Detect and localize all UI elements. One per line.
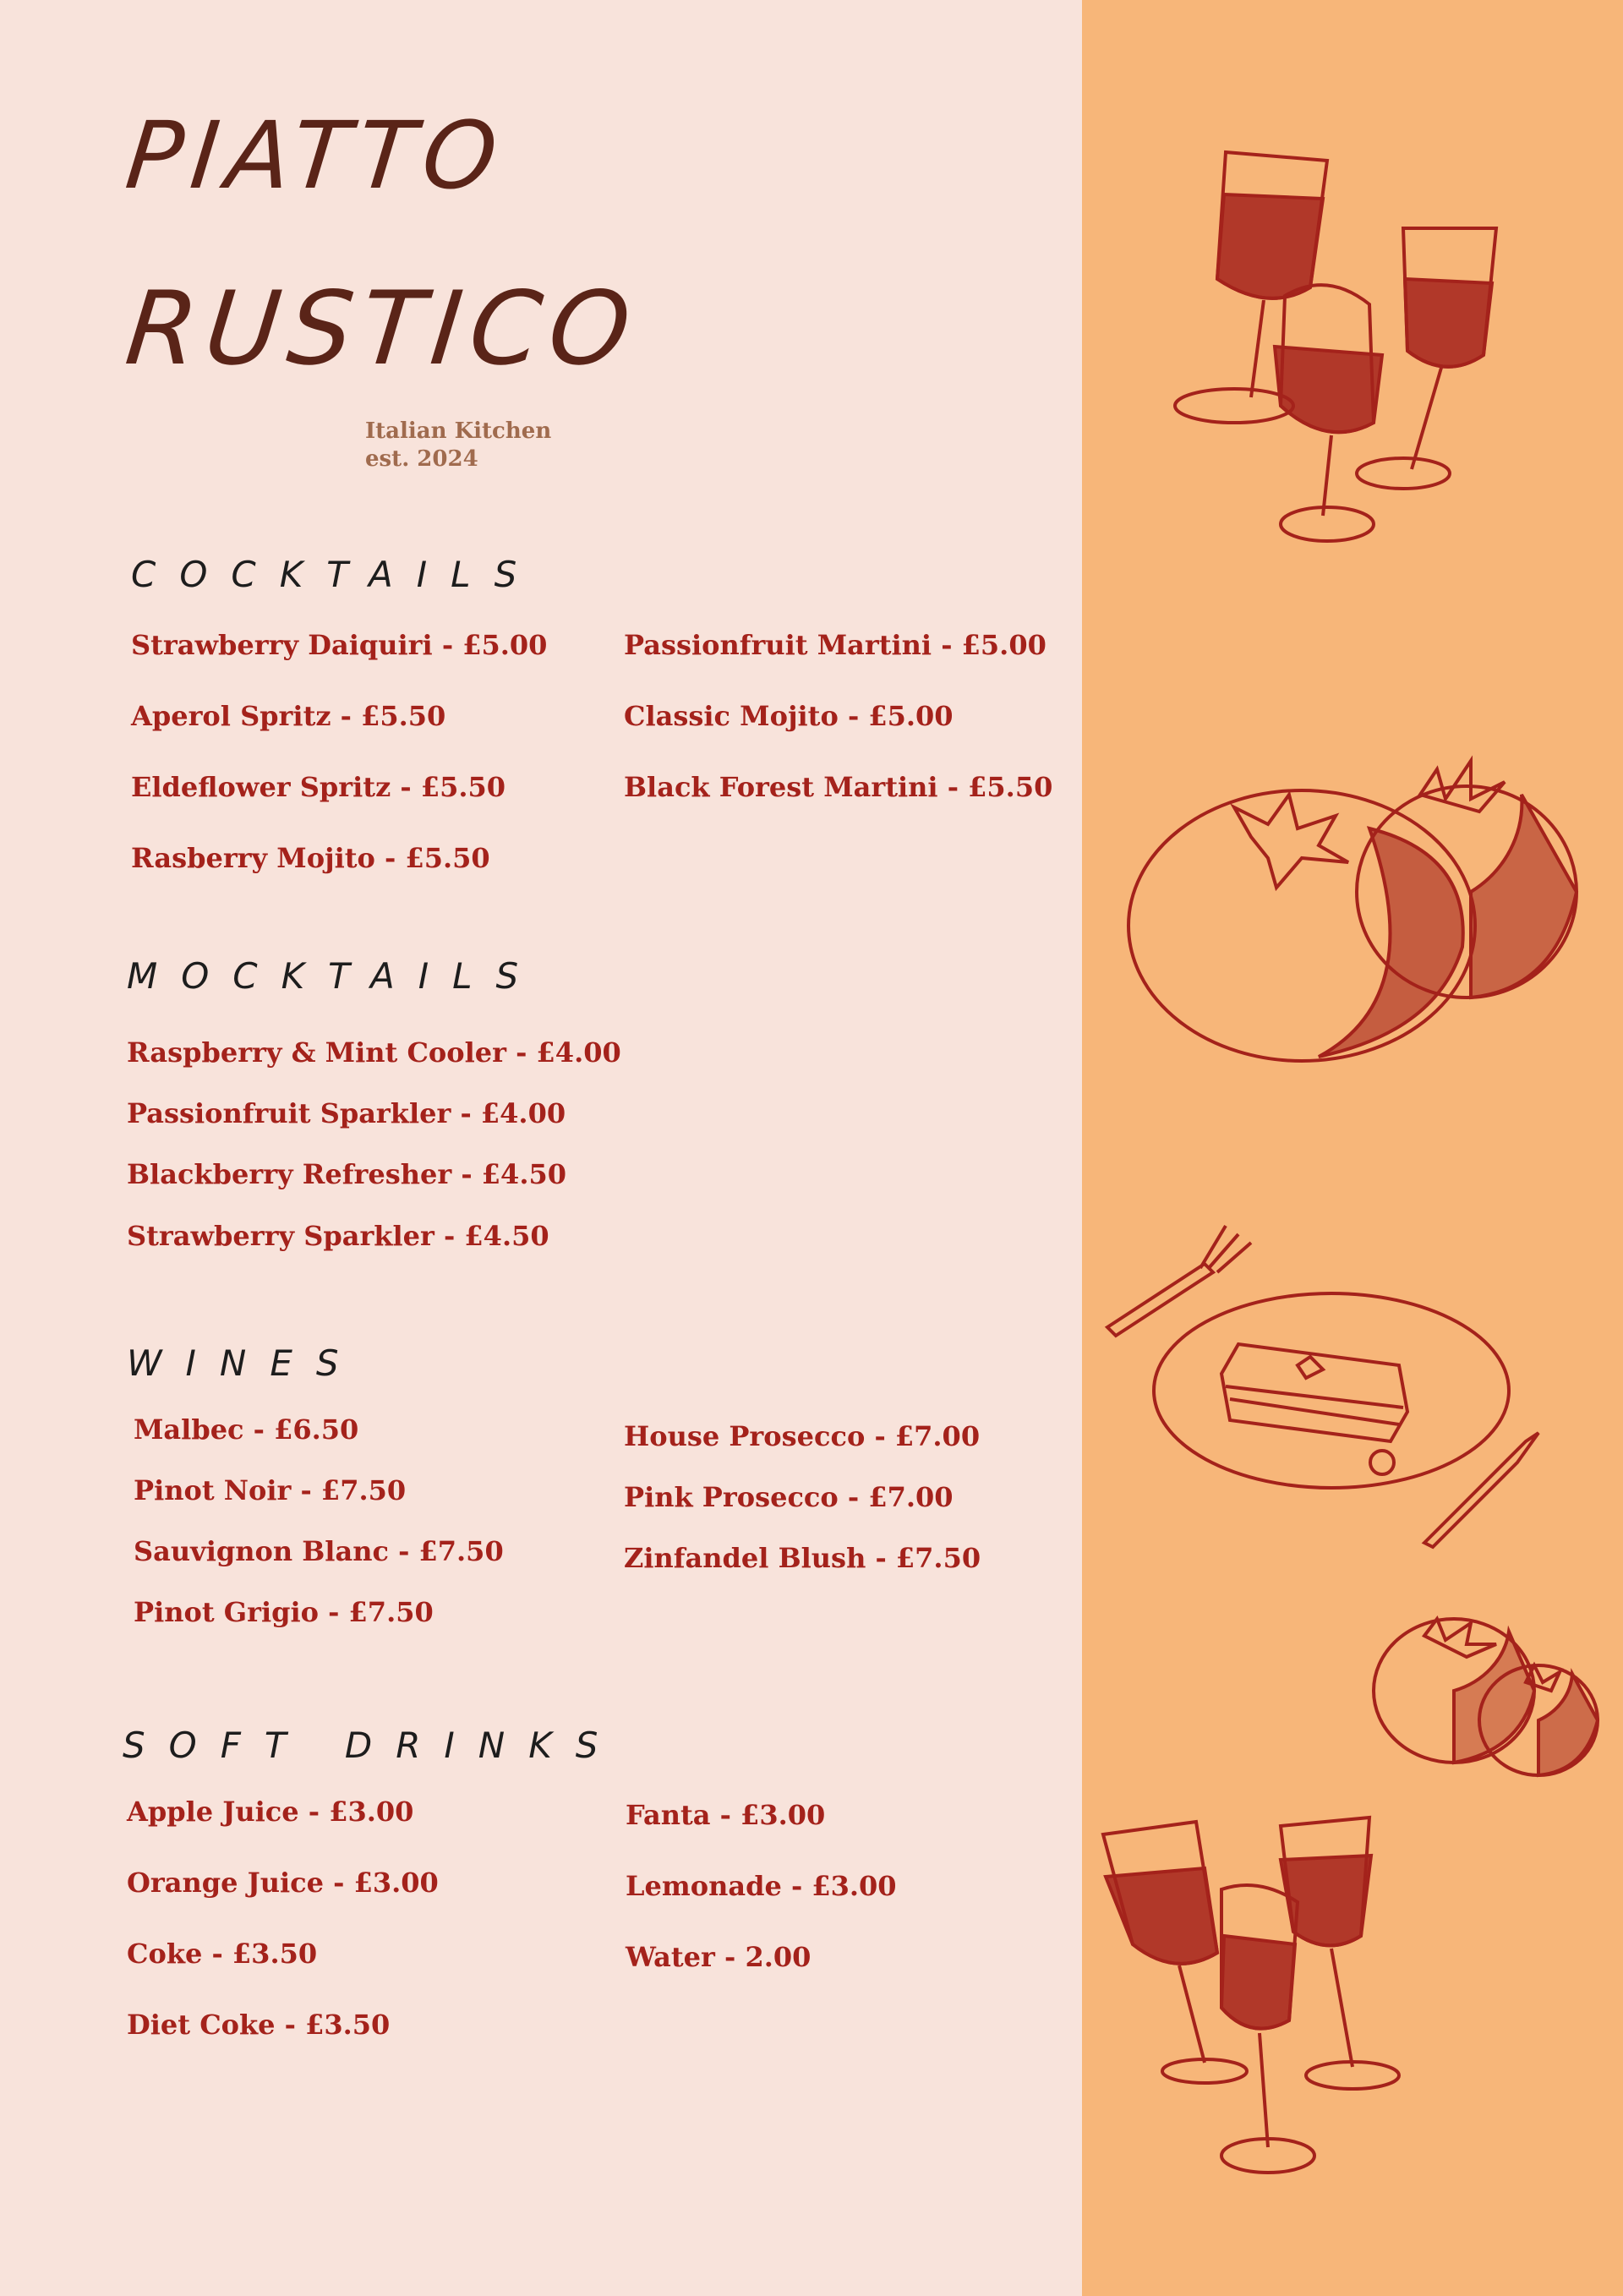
menu-item: Strawberry Sparkler - £4.50 bbox=[127, 1220, 549, 1252]
menu-item: Diet Coke - £3.50 bbox=[127, 2009, 391, 2041]
menu-item: Pink Prosecco - £7.00 bbox=[624, 1481, 954, 1513]
section-title-soft-drinks: SOFT DRINKS bbox=[123, 1725, 622, 1766]
section-title-mocktails: MOCKTAILS bbox=[127, 955, 543, 997]
menu-item: House Prosecco - £7.00 bbox=[624, 1420, 981, 1452]
menu-item: Water - 2.00 bbox=[626, 1941, 812, 1973]
menu-item: Pinot Noir - £7.50 bbox=[134, 1474, 407, 1506]
menu-item: Rasberry Mojito - £5.50 bbox=[131, 842, 490, 874]
menu-item: Malbec - £6.50 bbox=[134, 1413, 359, 1446]
menu-item: Apple Juice - £3.00 bbox=[127, 1796, 414, 1828]
tagline: Italian Kitchen bbox=[365, 418, 552, 444]
menu-item: Passionfruit Martini - £5.00 bbox=[624, 629, 1046, 661]
menu-item: Black Forest Martini - £5.50 bbox=[624, 771, 1053, 803]
lasagna-plate-icon bbox=[1103, 1217, 1560, 1555]
established-year: est. 2024 bbox=[365, 446, 478, 472]
menu-item: Orange Juice - £3.00 bbox=[127, 1867, 439, 1899]
menu-item: Pinot Grigio - £7.50 bbox=[134, 1596, 434, 1628]
menu-item: Raspberry & Mint Cooler - £4.00 bbox=[127, 1036, 621, 1069]
menu-item: Classic Mojito - £5.00 bbox=[624, 700, 954, 732]
menu-item: Passionfruit Sparkler - £4.00 bbox=[127, 1097, 566, 1129]
menu-item: Eldeflower Spritz - £5.50 bbox=[131, 771, 506, 803]
tomatoes-icon bbox=[1116, 744, 1589, 1082]
menu-item: Sauvignon Blanc - £7.50 bbox=[134, 1535, 504, 1567]
brand-name-line-2: RUSTICO bbox=[120, 271, 644, 388]
section-title-cocktails: COCKTAILS bbox=[131, 554, 541, 595]
menu-item: Blackberry Refresher - £4.50 bbox=[127, 1158, 566, 1190]
menu-item: Coke - £3.50 bbox=[127, 1938, 318, 1970]
menu-item: Strawberry Daiquiri - £5.00 bbox=[131, 629, 548, 661]
small-tomatoes-icon bbox=[1361, 1606, 1606, 1792]
section-title-wines: WINES bbox=[127, 1342, 363, 1384]
menu-item: Fanta - £3.00 bbox=[626, 1799, 826, 1831]
wine-glasses-bottom-icon bbox=[1099, 1809, 1420, 2189]
brand-name-line-1: PIATTO bbox=[121, 101, 511, 210]
menu-item: Zinfandel Blush - £7.50 bbox=[624, 1542, 981, 1574]
menu-item: Aperol Spritz - £5.50 bbox=[131, 700, 446, 732]
menu-item: Lemonade - £3.00 bbox=[626, 1870, 897, 1902]
wine-glasses-icon bbox=[1158, 135, 1513, 575]
